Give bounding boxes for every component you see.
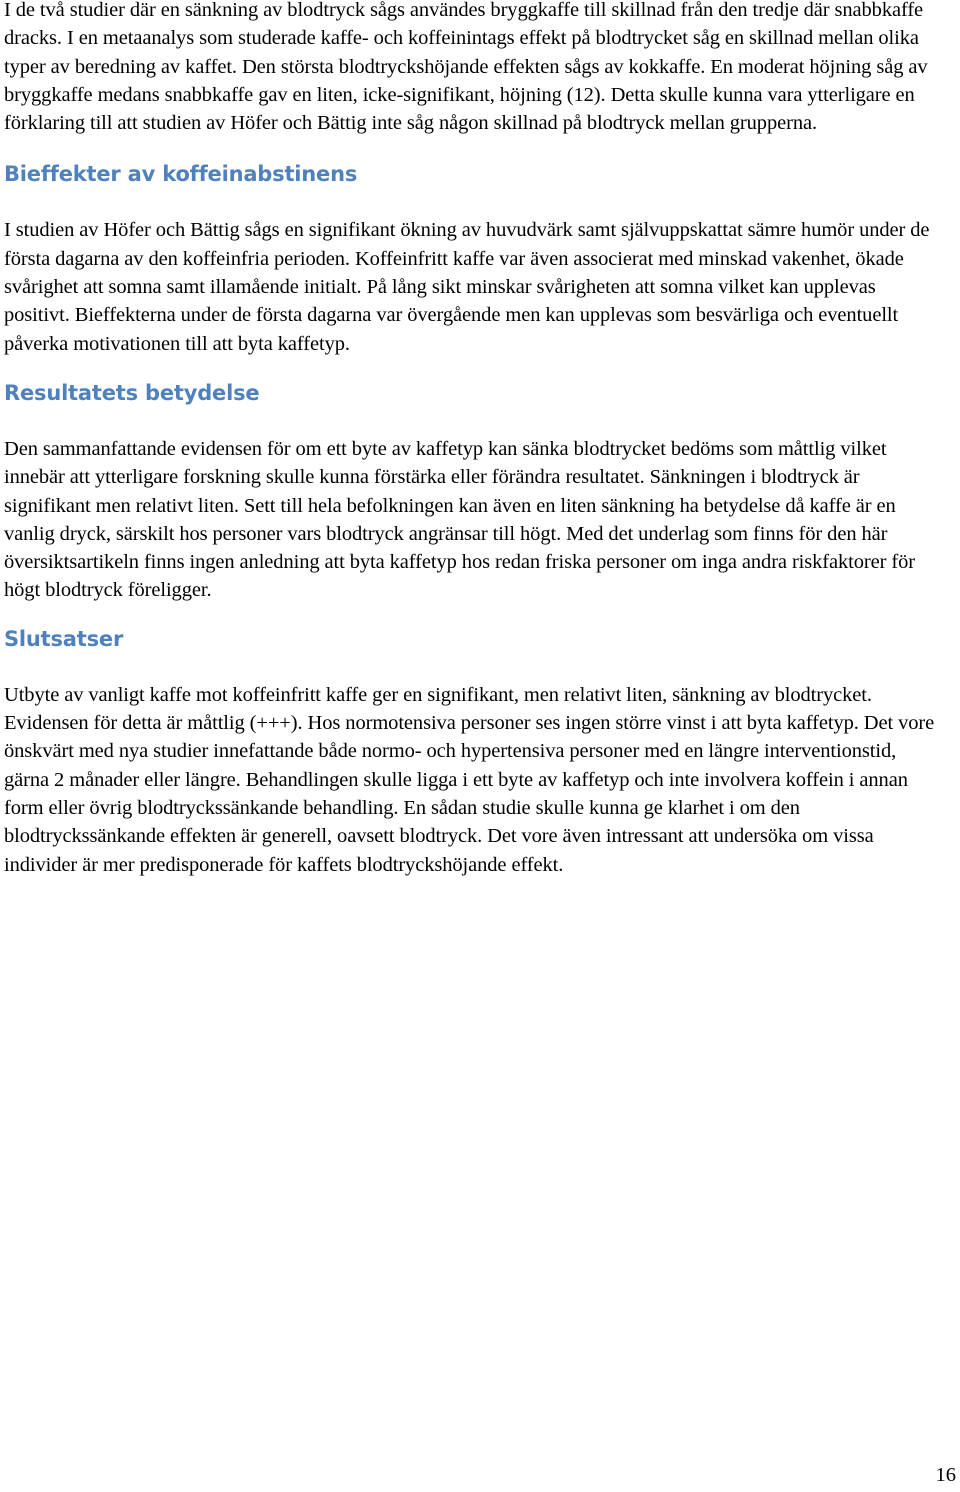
section-heading-slutsatser: Slutsatser — [4, 626, 124, 651]
section-paragraph-resultatets-betydelse: Den sammanfattande evidensen för om ett byte av kaffetyp kan sänka blodtrycket bedöms som måttlig vilket innebär att ytterligare forskning skulle kunna förstärka eller förändra resultatet. Sänkningen i blodtryck är signifikant men relativt liten. Sett till hela befolkningen kan även en liten sänkning ha betydelse då kaffe är en vanlig dryck, särskilt hos personer vars blodtryck angränsar till högt. Med det underlag som finns för den här översiktsartikeln finns ingen anledning att byta kaffetyp hos redan friska personer om inga andra riskfaktorer för högt blodtryck föreligger. — [4, 437, 916, 602]
page-number: 16 — [935, 1464, 956, 1486]
section-paragraph-slutsatser: Utbyte av vanligt kaffe mot koffeinfritt kaffe ger en signifikant, men relativt liten, sänkning av blodtrycket. Evidensen för detta är måttlig (+++). Hos normotensiva personer ses ingen större vinst i att byta kaffetyp. Det vore önskvärt med nya studier innefattande både normo- och hypertensiva personer med en längre interventionstid, gärna 2 månader eller längre. Behandlingen skulle ligga i ett byte av kaffetyp och inte involvera koffein i annan form eller övrig blodtryckssänkande behandling. En sådan studie skulle kunna ge klarhet i om den blodtryckssänkande effekten är generell, oavsett blodtryck. Det vore även intressant att undersöka om vissa individer är mer predisponerade för kaffets blodtryckshöjande effekt. — [4, 683, 935, 876]
intro-paragraph: I de två studier där en sänkning av blodtryck sågs användes bryggkaffe till skillnad från den tredje där snabbkaffe dracks. I en metaanalys som studerade kaffe- och koffeinintags effekt på blodtrycket såg en skillnad mellan olika typer av beredning av kaffet. Den största blodtryckshöjande effekten sågs av kokkaffe. En moderat höjning såg av bryggkaffe medans snabbkaffe gav en liten, icke-signifikant, höjning (12). Detta skulle kunna vara ytterligare en förklaring till att studien av Höfer och Bättig inte såg någon skillnad på blodtryck mellan grupperna. — [4, 0, 928, 135]
document-page — [4, 0, 944, 879]
section-heading-bieffekter: Bieffekter av koffeinabstinens — [4, 162, 358, 187]
section-paragraph-bieffekter: I studien av Höfer och Bättig sågs en signifikant ökning av huvudvärk samt självuppskattat sämre humör under de första dagarna av den koffeinfria perioden. Koffeinfritt kaffe var även associerat med minskad vakenhet, ökade svårighet att somna samt illamående initialt. På lång sikt minskar svårigheten att somna vilket kan upplevas positivt. Bieffekterna under de första dagarna var övergående men kan upplevas som besvärliga och eventuellt påverka motivationen till att byta kaffetyp. — [4, 219, 930, 355]
section-heading-resultatets-betydelse: Resultatets betydelse — [4, 380, 260, 405]
